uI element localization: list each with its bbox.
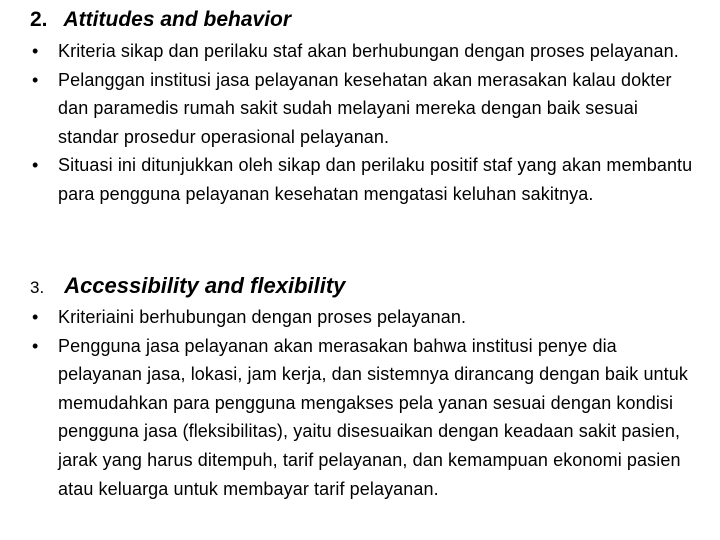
section-heading-accessibility (30, 272, 345, 302)
list-item-text: Kriteriaini berhubungan dengan proses pelayanan. (58, 307, 467, 327)
list-item (30, 37, 695, 66)
bullet-list-attitudes (30, 37, 695, 209)
bullet-list-accessibility (30, 303, 695, 503)
list-item-text: Pelanggan institusi jasa pelayanan kesehatan akan merasakan kalau dokter dan paramedis rumah sakit sudah melayani mereka dengan baik sesuai standar prosedur operasional pelayanan. (58, 69, 672, 147)
list-item (30, 151, 695, 208)
section-number: 2. (30, 8, 48, 31)
section-title: Accessibility and flexibility (64, 273, 346, 298)
bullet-icon: • (32, 155, 39, 176)
section-heading-attitudes (30, 6, 291, 34)
section-title: Attitudes and behavior (63, 8, 292, 31)
bullet-icon: • (32, 307, 39, 327)
list-item-text: Kriteria sikap dan perilaku staf akan berhubungan dengan proses pelayanan. (58, 41, 679, 61)
section-number: 3. (30, 278, 45, 297)
list-item (30, 303, 695, 332)
list-item (30, 66, 695, 152)
bullet-icon: • (32, 41, 39, 61)
bullet-icon: • (32, 335, 39, 356)
list-item-text: Pengguna jasa pelayanan akan merasakan bahwa institusi penye dia pelayanan jasa, lokasi, jam kerja, dan sistemnya dirancang dengan baik untuk memudahkan para pengguna mengakses pela yanan sesuai dengan kondisi pengguna jasa (fleksibilitas), yaitu disesuaikan dengan keadaan sakit pasien, jarak yang harus ditempuh, tarif pelayanan, dan kemampuan ekonomi pasien atau keluarga untuk membayar tarif pelayanan. (58, 335, 688, 499)
list-item-text: Situasi ini ditunjukkan oleh sikap dan perilaku positif staf yang akan membantu para pengguna pelayanan kesehatan mengatasi keluhan sakitnya. (58, 155, 693, 204)
bullet-icon: • (32, 69, 39, 90)
list-item (30, 332, 695, 504)
